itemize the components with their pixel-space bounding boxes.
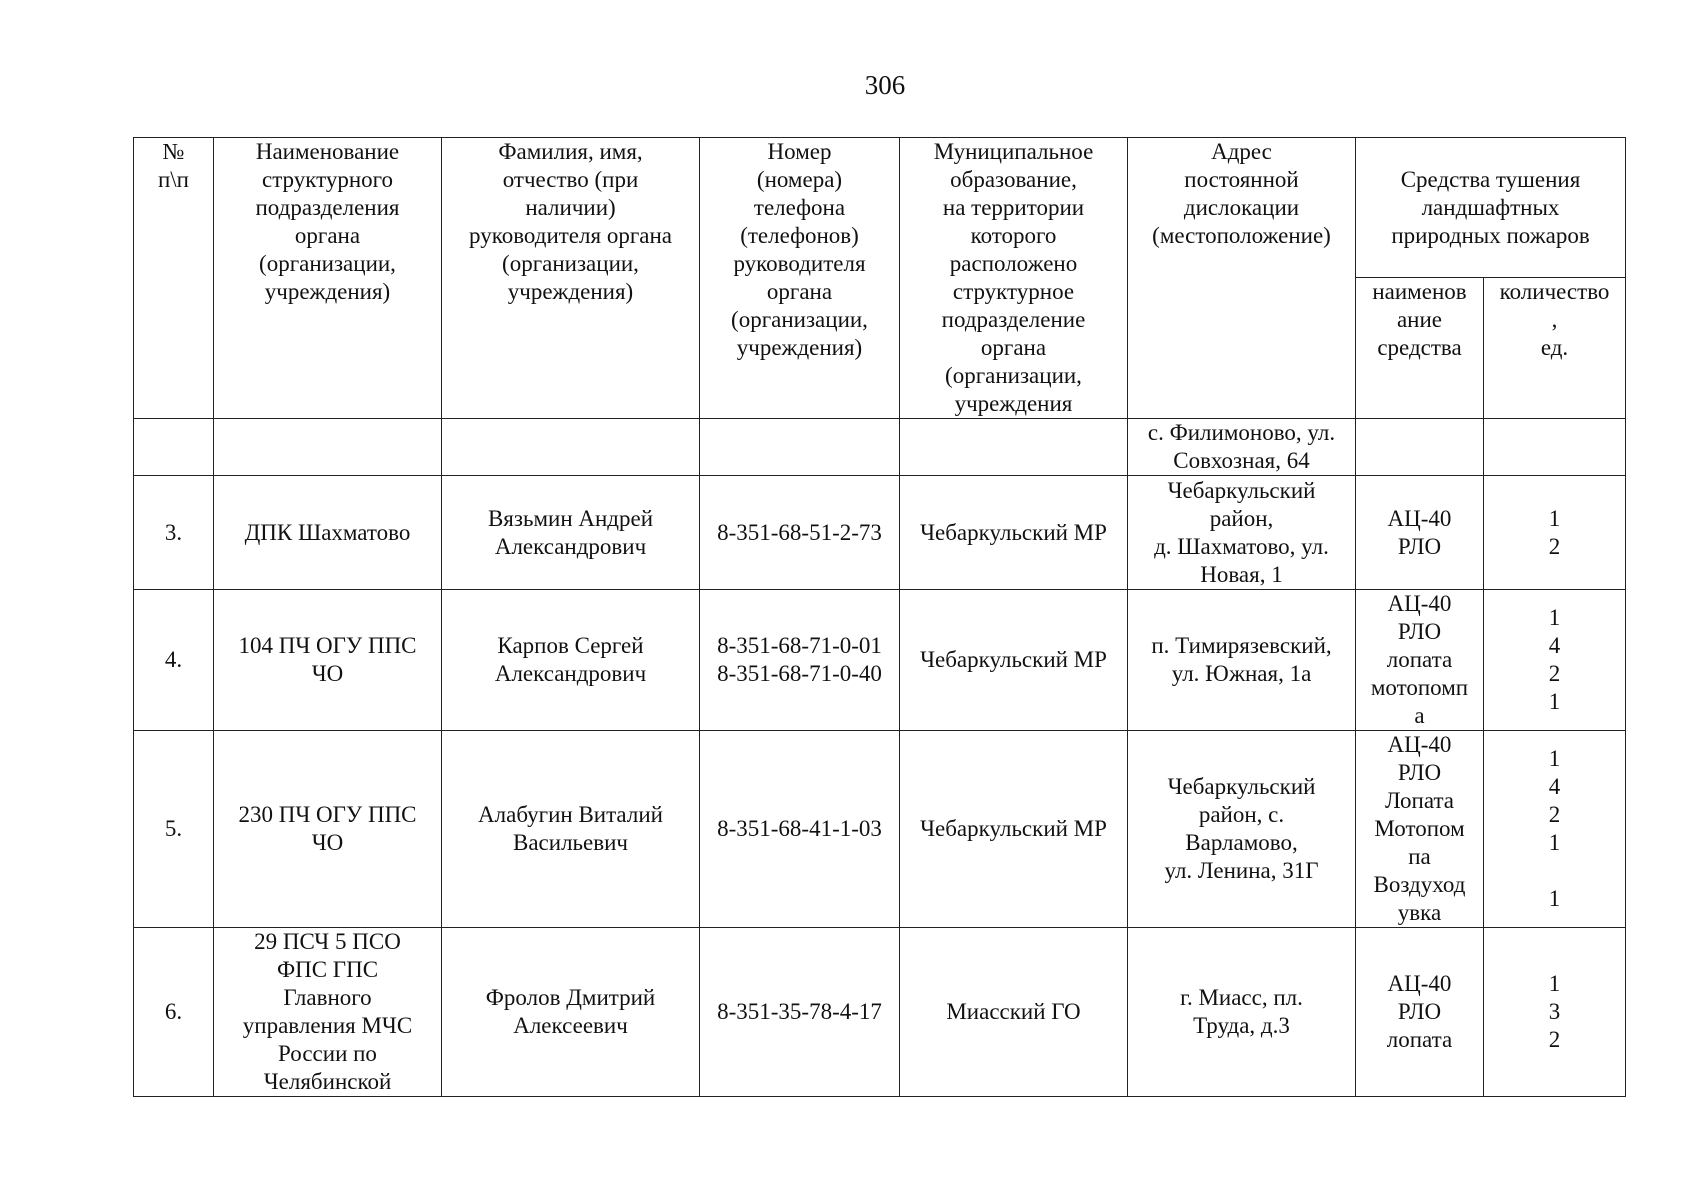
cell-head: Алабугин Виталий Васильевич	[442, 731, 700, 928]
cell-means: АЦ-40 РЛО лопата мотопомп а	[1356, 590, 1484, 731]
cell-num: 6.	[134, 928, 214, 1097]
cell-phone: 8-351-68-51-2-73	[700, 476, 900, 590]
cell-unit: 230 ПЧ ОГУ ППС ЧО	[214, 731, 442, 928]
cell-phone: 8-351-68-41-1-03	[700, 731, 900, 928]
cell-head	[442, 419, 700, 476]
cell-phone: 8-351-35-78-4-17	[700, 928, 900, 1097]
cell-qty: 1 4 2 1	[1484, 590, 1626, 731]
cell-num: 3.	[134, 476, 214, 590]
cell-municipality: Чебаркульский МР	[900, 590, 1128, 731]
header-means-name: наименов ание средства	[1356, 278, 1484, 419]
cell-num: 5.	[134, 731, 214, 928]
header-phone: Номер (номера) телефона (телефонов) руководителя органа (организации, учреждения)	[700, 138, 900, 419]
cell-qty: 1 3 2	[1484, 928, 1626, 1097]
cell-qty: 1 4 2 1 1	[1484, 731, 1626, 928]
cell-unit: ДПК Шахматово	[214, 476, 442, 590]
cell-qty: 1 2	[1484, 476, 1626, 590]
cell-phone: 8-351-68-71-0-01 8-351-68-71-0-40	[700, 590, 900, 731]
header-head: Фамилия, имя, отчество (при наличии) руководителя органа (организации, учреждения)	[442, 138, 700, 419]
cell-address: п. Тимирязевский, ул. Южная, 1а	[1128, 590, 1356, 731]
cell-unit	[214, 419, 442, 476]
fire-means-table	[133, 137, 1626, 1097]
header-means: Средства тушения ландшафтных природных пожаров	[1356, 138, 1626, 278]
table-row	[134, 731, 1626, 928]
table-row	[134, 928, 1626, 1097]
cell-address: Чебаркульский район, д. Шахматово, ул. Новая, 1	[1128, 476, 1356, 590]
header-address: Адрес постоянной дислокации (местоположение)	[1128, 138, 1356, 419]
cell-qty	[1484, 419, 1626, 476]
header-unit: Наименование структурного подразделения органа (организации, учреждения)	[214, 138, 442, 419]
table-row	[134, 476, 1626, 590]
cell-head: Карпов Сергей Александрович	[442, 590, 700, 731]
cell-address: г. Миасс, пл. Труда, д.3	[1128, 928, 1356, 1097]
cell-municipality: Чебаркульский МР	[900, 476, 1128, 590]
cell-phone	[700, 419, 900, 476]
cell-means: АЦ-40 РЛО Лопата Мотопом па Воздуход увка	[1356, 731, 1484, 928]
table-row	[134, 590, 1626, 731]
cell-head: Фролов Дмитрий Алексеевич	[442, 928, 700, 1097]
cell-address: с. Филимоново, ул. Совхозная, 64	[1128, 419, 1356, 476]
table-row	[134, 419, 1626, 476]
cell-unit: 104 ПЧ ОГУ ППС ЧО	[214, 590, 442, 731]
cell-means	[1356, 419, 1484, 476]
cell-num	[134, 419, 214, 476]
cell-municipality: Миасский ГО	[900, 928, 1128, 1097]
cell-municipality: Чебаркульский МР	[900, 731, 1128, 928]
header-municipality: Муниципальное образование, на территории которого расположено структурное подразделение органа (организации, учреждения	[900, 138, 1128, 419]
cell-unit: 29 ПСЧ 5 ПСО ФПС ГПС Главного управления МЧС России по Челябинской	[214, 928, 442, 1097]
cell-address: Чебаркульский район, с. Варламово, ул. Ленина, 31Г	[1128, 731, 1356, 928]
header-num: № п\п	[134, 138, 214, 419]
cell-municipality	[900, 419, 1128, 476]
page-number: 306	[864, 70, 906, 100]
cell-num: 4.	[134, 590, 214, 731]
header-means-qty: количество , ед.	[1484, 278, 1626, 419]
cell-head: Вязьмин Андрей Александрович	[442, 476, 700, 590]
cell-means: АЦ-40 РЛО	[1356, 476, 1484, 590]
cell-means: АЦ-40 РЛО лопата	[1356, 928, 1484, 1097]
